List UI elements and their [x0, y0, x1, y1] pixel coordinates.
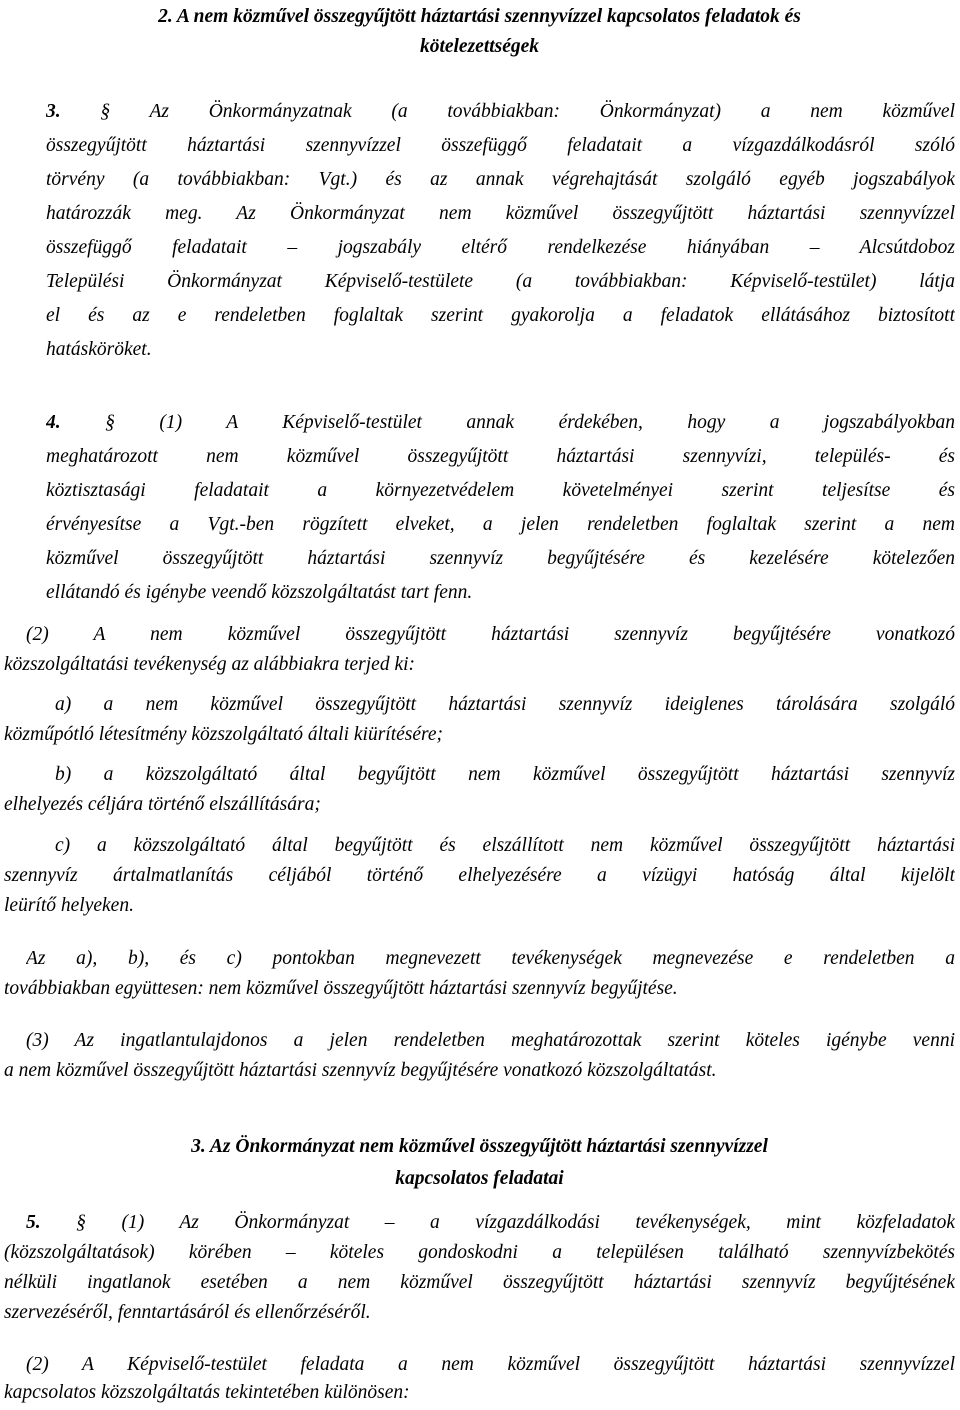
paragraph-5-number: 5.: [26, 1212, 41, 1233]
paragraph-4-line-5: közművel összegyűjtött háztartási szennyvíz begyűjtésére és kezelésére kötelezően: [46, 548, 955, 569]
paragraph-4-line-6: ellátandó és igénybe veendő közszolgáltatást tart fenn.: [46, 582, 473, 603]
summary-line-1: Az a), b), és c) pontokban megnevezett tevékenységek megnevezése e rendeletben a: [26, 948, 955, 969]
section-sign-icon: §: [100, 101, 111, 122]
paragraph-3-line-8: hatásköröket.: [46, 339, 152, 360]
paragraph-3-line-1-text: Az Önkormányzatnak (a továbbiakban: Önkormányzat) a nem közművel: [149, 101, 955, 122]
paragraph-4-line-1-text: (1) A Képviselő-testület annak érdekében, hogy a jogszabályokban: [159, 412, 955, 433]
paragraph-4-line-3: köztisztasági feladatait a környezetvédelem követelményei szerint teljesítse és: [46, 480, 955, 501]
paragraph-5-2-line-1: (2) A Képviselő-testület feladata a nem közművel összegyűjtött háztartási szennyvízzel: [26, 1354, 955, 1375]
section-3-title-line-2: kapcsolatos feladatai: [395, 1168, 564, 1189]
item-a-line-2: közműpótló létesítmény közszolgáltató általi kiürítésére;: [4, 724, 444, 745]
section-2-title-line-1: 2. A nem közművel összegyűjtött háztartási szennyvízzel kapcsolatos feladatok és: [158, 6, 801, 27]
item-c-line-3: leürítő helyeken.: [4, 895, 134, 916]
section-2-title-line-2: kötelezettségek: [419, 36, 540, 57]
item-b-line-1: b) a közszolgáltató által begyűjtött nem közművel összegyűjtött háztartási szennyvíz: [55, 764, 955, 785]
paragraph-4-line-2: meghatározott nem közművel összegyűjtött háztartási szennyvízi, település- és: [46, 446, 955, 467]
item-a-line-1: a) a nem közművel összegyűjtött háztartási szennyvíz ideiglenes tárolására szolgáló: [55, 694, 955, 715]
item-b-line-2: elhelyezés céljára történő elszállítására;: [4, 794, 321, 815]
section-sign-icon: §: [76, 1212, 86, 1233]
paragraph-4-line-4: érvényesítse a Vgt.-ben rögzített elveket, a jelen rendeletben foglaltak szerint a nem: [46, 514, 955, 535]
paragraph-5-line-3: nélküli ingatlanok esetében a nem közművel összegyűjtött háztartási szennyvíz begyűjtésének: [4, 1272, 955, 1293]
section-3-title-line-1: 3. Az Önkormányzat nem közművel összegyűjtött háztartási szennyvízzel: [191, 1136, 768, 1157]
paragraph-3-line-6: Települési Önkormányzat Képviselő-testülete (a továbbiakban: Képviselő-testület) látja: [46, 271, 955, 292]
section-sign-icon: §: [105, 412, 115, 433]
paragraph-5-line-1: [26, 1206, 955, 1240]
paragraph-5-2-line-2: kapcsolatos közszolgáltatás tekintetében különösen:: [4, 1382, 410, 1403]
paragraph-4-3-line-1: (3) Az ingatlantulajdonos a jelen rendeletben meghatározottak szerint köteles igénybe venni: [26, 1030, 955, 1051]
paragraph-4-2-line-2: közszolgáltatási tevékenység az alábbiakra terjed ki:: [4, 654, 416, 675]
item-c-line-2: szennyvíz ártalmatlanítás céljából történő elhelyezésére a vízügyi hatóság által kijelölt: [4, 865, 955, 886]
item-c-line-1: c) a közszolgáltató által begyűjtött és elszállított nem közművel összegyűjtött háztartási: [55, 835, 955, 856]
paragraph-3-line-1: [46, 95, 955, 129]
summary-line-2: továbbiakban együttesen: nem közművel összegyűjtött háztartási szennyvíz begyűjtése.: [4, 978, 678, 999]
paragraph-3-line-2: összegyűjtött háztartási szennyvízzel összefüggő feladatait a vízgazdálkodásról szóló: [46, 135, 955, 156]
paragraph-3-number: 3.: [46, 101, 61, 122]
paragraph-4-2-line-1: (2) A nem közművel összegyűjtött háztartási szennyvíz begyűjtésére vonatkozó: [26, 624, 955, 645]
paragraph-5-line-4: szervezéséről, fenntartásáról és ellenőrzéséről.: [4, 1302, 371, 1323]
paragraph-4-line-1: [46, 406, 955, 440]
paragraph-4-number: 4.: [46, 412, 61, 433]
paragraph-3-line-7: el és az e rendeletben foglaltak szerint gyakorolja a feladatok ellátásához biztosított: [46, 305, 955, 326]
paragraph-3-line-3: törvény (a továbbiakban: Vgt.) és az annak végrehajtását szolgáló egyéb jogszabályok: [46, 169, 955, 190]
paragraph-5-line-2: (közszolgáltatások) körében – köteles gondoskodni a településen található szennyvízbekötés: [4, 1242, 955, 1263]
paragraph-3-line-5: összefüggő feladatait – jogszabály eltérő rendelkezése hiányában – Alcsútdoboz: [46, 237, 955, 258]
paragraph-4-3-line-2: a nem közművel összegyűjtött háztartási szennyvíz begyűjtésére vonatkozó közszolgáltatást.: [4, 1060, 717, 1081]
paragraph-3-line-4: határozzák meg. Az Önkormányzat nem közművel összegyűjtött háztartási szennyvízzel: [46, 203, 955, 224]
paragraph-5-line-1-text: (1) Az Önkormányzat – a vízgazdálkodási tevékenységek, mint közfeladatok: [121, 1212, 955, 1233]
